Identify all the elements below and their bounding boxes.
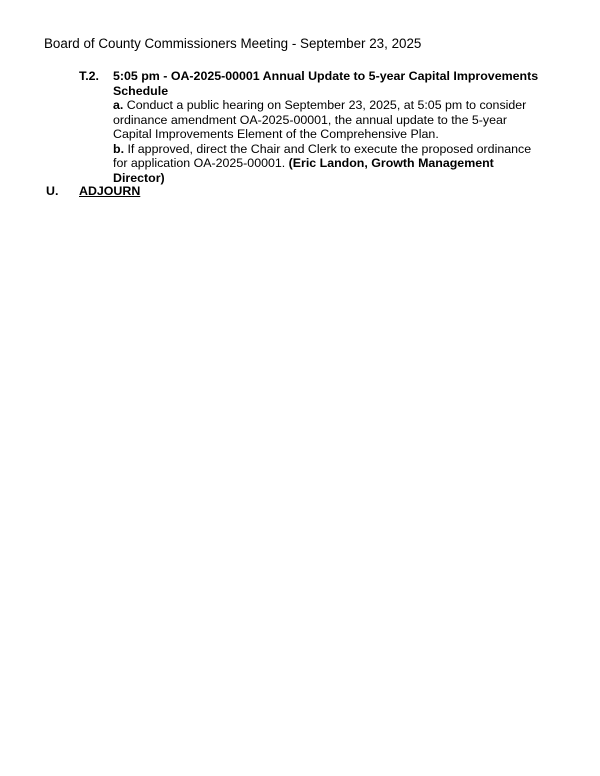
section-title-adjourn: ADJOURN [79,184,141,198]
section-letter: U. [46,184,59,198]
agenda-item-paragraph-a [113,98,543,142]
paragraph-a-text: Conduct a public hearing on September 23, 2025, at 5:05 pm to consider ordinance amendment OA-2025-00001, the annual update to the 5-year Capital Improvements Element of the Comprehensive Plan. [113,98,527,141]
agenda-item [113,69,543,185]
paragraph-b-text: If approved, direct the Chair and Clerk to execute the proposed ordinance for application OA-2025-00001. [113,141,532,170]
agenda-item-paragraph-b [113,142,543,186]
agenda-item-number: T.2. [79,69,99,83]
page-header: Board of County Commissioners Meeting - September 23, 2025 [44,36,422,51]
agenda-item-title: 5:05 pm - OA-2025-00001 Annual Update to 5-year Capital Improvements Schedule [113,69,539,98]
paragraph-a-label: a. [113,98,124,112]
paragraph-b-label: b. [113,141,125,156]
paragraph-b-presenter: (Eric Landon, Growth Management Director) [113,156,494,185]
